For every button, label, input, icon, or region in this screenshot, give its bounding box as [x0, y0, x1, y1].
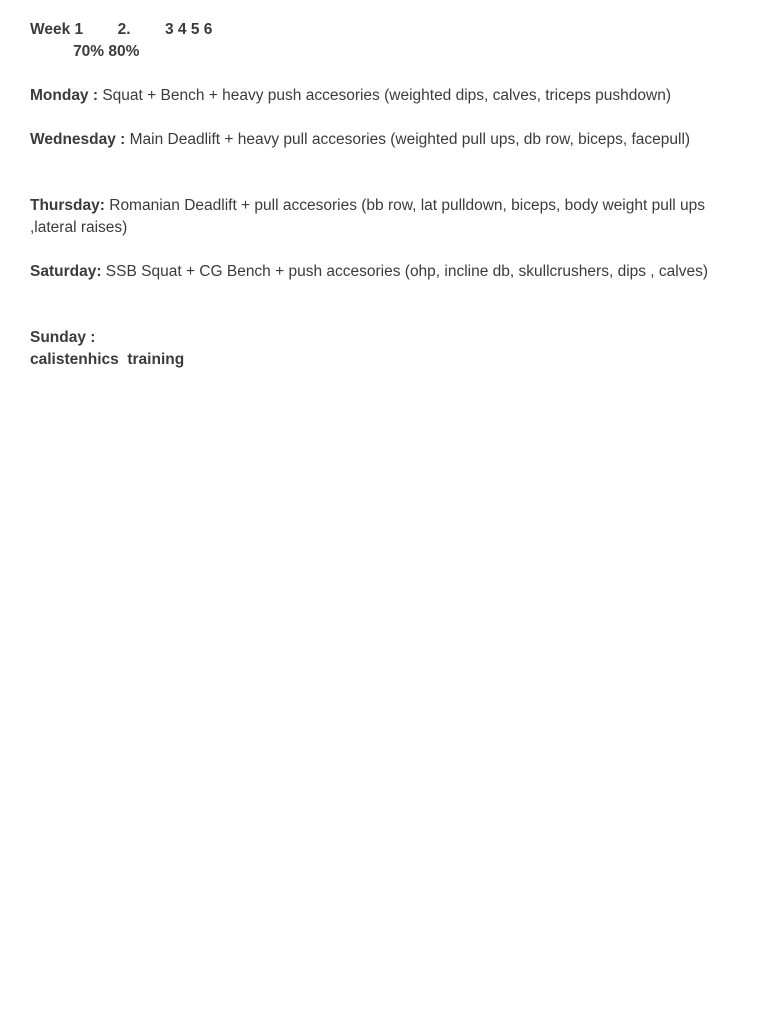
monday-text: Squat + Bench + heavy push accesories (weighted dips, calves, triceps pushdown): [98, 87, 671, 104]
spacer: [30, 151, 742, 195]
spacer: [30, 283, 742, 327]
sunday-label: Sunday :: [30, 329, 96, 346]
saturday-label: Saturday:: [30, 263, 102, 280]
wednesday-text: Main Deadlift + heavy pull accesories (weighted pull ups, db row, biceps, facepull): [125, 131, 691, 148]
monday-entry: [30, 85, 742, 107]
wednesday-label: Wednesday :: [30, 131, 126, 148]
spacer: [30, 239, 742, 261]
week-header-line: Week 1 2. 3 4 5 6: [30, 21, 213, 38]
saturday-entry: [30, 261, 742, 283]
spacer: [30, 107, 742, 129]
saturday-text: SSB Squat + CG Bench + push accesories (ohp, incline db, skullcrushers, dips , calves): [101, 263, 709, 280]
monday-label: Monday :: [30, 87, 99, 104]
thursday-label: Thursday:: [30, 197, 105, 214]
sunday-text: calistenhics training: [30, 351, 185, 368]
spacer: [30, 63, 742, 85]
note-body[interactable]: [30, 19, 742, 371]
thursday-text: Romanian Deadlift + pull accesories (bb row, lat pulldown, biceps, body weight pull ups ,lateral raises): [30, 197, 706, 236]
wednesday-entry: [30, 129, 742, 151]
thursday-entry: [30, 195, 742, 239]
week-percent-line: 70% 80%: [30, 43, 140, 60]
